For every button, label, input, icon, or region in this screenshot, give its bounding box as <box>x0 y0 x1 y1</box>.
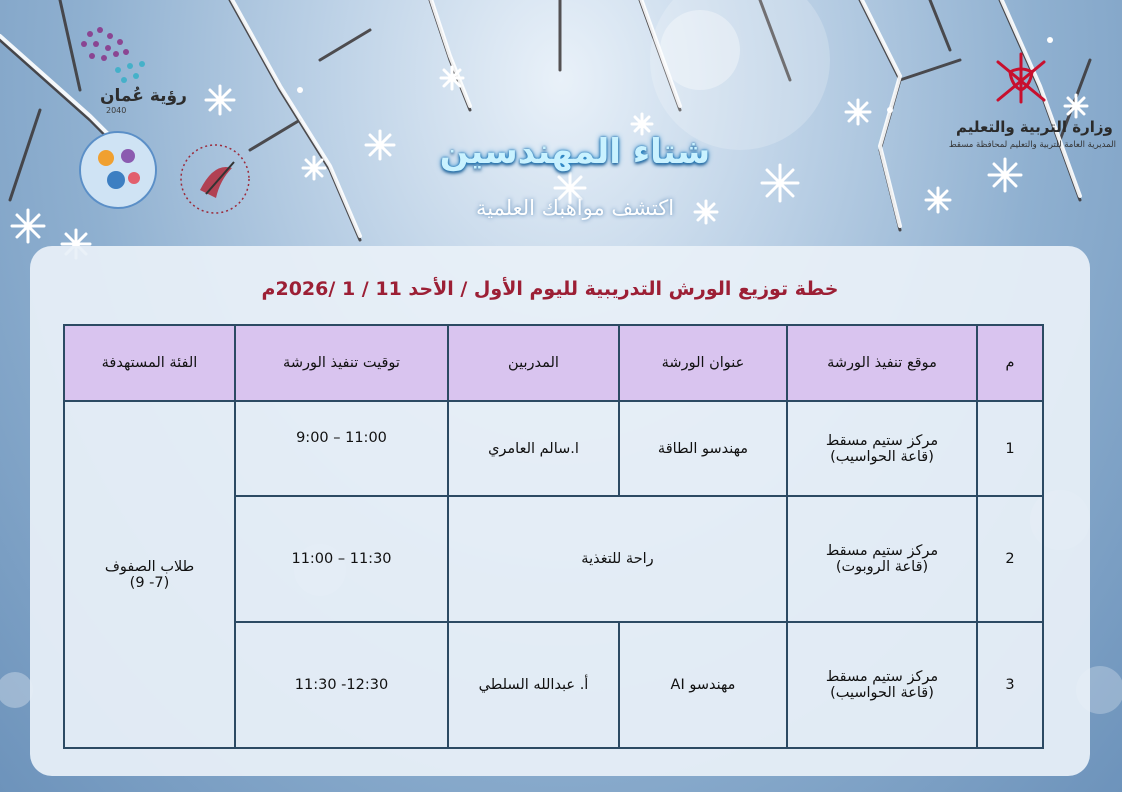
page-title: شتاء المهندسين <box>439 132 711 172</box>
header-target: الفئة المستهدفة <box>64 325 235 401</box>
workshop-schedule-table <box>63 324 1044 749</box>
ministry-directorate: المديرية العامة للتربية والتعليم لمحافظة مسقط <box>948 140 1116 150</box>
arts-circle-logo <box>176 140 254 218</box>
row-trainer: ا.سالم العامري <box>448 401 619 496</box>
row-trainer: أ. عبدالله السلطي <box>448 622 619 748</box>
row-workshop: مهندسو AI <box>619 622 787 748</box>
header-time: توقيت تنفيذ الورشة <box>235 325 448 401</box>
header-location: موقع تنفيذ الورشة <box>787 325 977 401</box>
header-num: م <box>977 325 1043 401</box>
target-group: طلاب الصفوف <box>104 558 195 575</box>
location-center: مركز ستيم مسقط <box>825 543 939 559</box>
location-room: (قاعة الحواسيب) <box>830 685 934 701</box>
location-room: (قاعة الحواسيب) <box>830 448 934 465</box>
row-workshop: مهندسو الطاقة <box>619 401 787 496</box>
page-subtitle: اكتشف مواهبك العلمية <box>475 196 675 220</box>
stem-center-logo <box>76 128 160 216</box>
table-header-row <box>64 325 1043 401</box>
row-location <box>787 496 977 622</box>
row-num: 1 <box>977 401 1043 496</box>
target-grades: (7- 9) <box>129 574 170 591</box>
row-num: 3 <box>977 622 1043 748</box>
plan-title: خطة توزيع الورش التدريبية لليوم الأول / الأحد 11 / 1 /2026م <box>261 278 839 300</box>
vision-text: رؤية عُمان <box>100 86 187 106</box>
header-trainers: المدربين <box>448 325 619 401</box>
header-workshop: عنوان الورشة <box>619 325 787 401</box>
vision-year: 2040 <box>106 106 127 115</box>
table-row <box>64 401 1043 496</box>
row-location <box>787 622 977 748</box>
row-time: 11:30 – 11:00 <box>235 496 448 622</box>
ministry-name: وزارة التربية والتعليم <box>956 118 1113 136</box>
location-center: مركز ستيم مسقط <box>825 432 939 449</box>
row-location <box>787 401 977 496</box>
row-time: 12:30- 11:30 <box>235 622 448 748</box>
oman-emblem-icon <box>986 46 1056 116</box>
location-room: (قاعة الروبوت) <box>835 559 929 575</box>
row-num: 2 <box>977 496 1043 622</box>
row-time: 11:00 – 9:00 <box>235 401 448 496</box>
location-center: مركز ستيم مسقط <box>825 669 939 685</box>
row-break: راحة للتغذية <box>448 496 787 622</box>
target-group-cell <box>64 401 235 748</box>
